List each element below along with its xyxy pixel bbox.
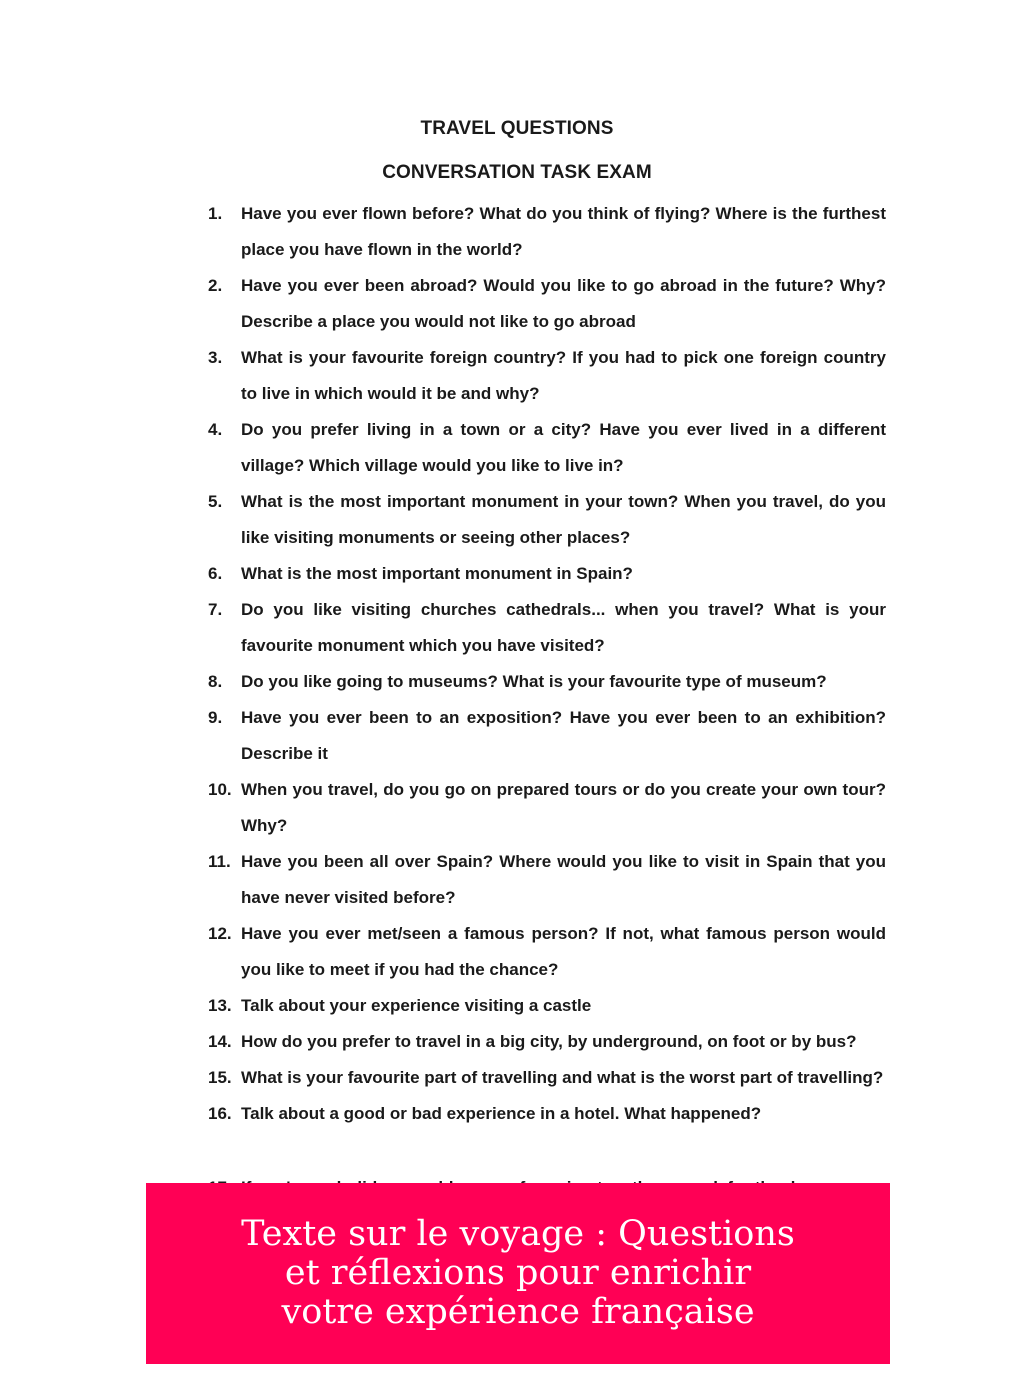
questions-list xyxy=(208,196,886,1132)
question-number: 2. xyxy=(208,276,223,295)
question-item xyxy=(208,484,886,556)
question-text: Talk about a good or bad experience in a hotel. What happened? xyxy=(241,1104,762,1123)
question-number: 10. xyxy=(208,780,232,799)
question-text: Have you ever flown before? What do you think of flying? Where is the furthest place you have flown in the world? xyxy=(241,204,886,259)
question-text: Have you ever met/seen a famous person? If not, what famous person would you like to meet if you had the chance? xyxy=(241,924,886,979)
question-text: Do you like visiting churches cathedrals... when you travel? What is your favourite monument which you have visited? xyxy=(241,600,886,655)
question-number: 4. xyxy=(208,420,223,439)
question-item xyxy=(208,772,886,844)
question-text: Have you been all over Spain? Where would you like to visit in Spain that you have never visited before? xyxy=(241,852,886,907)
question-number: 6. xyxy=(208,564,223,583)
question-text: When you travel, do you go on prepared tours or do you create your own tour? Why? xyxy=(241,780,886,835)
question-number: 11. xyxy=(208,852,231,871)
question-number: 16. xyxy=(208,1104,232,1123)
question-item xyxy=(208,1096,886,1132)
question-number: 3. xyxy=(208,348,223,367)
question-item xyxy=(208,556,886,592)
question-text: What is the most important monument in Spain? xyxy=(241,564,633,583)
question-text: What is your favourite part of travelling and what is the worst part of travelling? xyxy=(241,1068,884,1087)
question-text: What is your favourite foreign country? If you had to pick one foreign country to live in which would it be and why? xyxy=(241,348,886,403)
question-item xyxy=(208,844,886,916)
question-item xyxy=(208,988,886,1024)
question-number: 5. xyxy=(208,492,223,511)
question-text: Talk about your experience visiting a castle xyxy=(241,996,592,1015)
question-text: Do you like going to museums? What is your favourite type of museum? xyxy=(241,672,827,691)
question-text: What is the most important monument in your town? When you travel, do you like visiting monuments or seeing other places? xyxy=(241,492,886,547)
question-item xyxy=(208,196,886,268)
question-item xyxy=(208,1060,886,1096)
question-item xyxy=(208,1024,886,1060)
question-number: 9. xyxy=(208,708,223,727)
question-item xyxy=(208,412,886,484)
question-number: 15. xyxy=(208,1068,232,1087)
title-banner xyxy=(146,1183,890,1364)
question-text: How do you prefer to travel in a big city, by underground, on foot or by bus? xyxy=(241,1032,857,1051)
banner-title: Texte sur le voyage : Questions et réflexions pour enrichir votre expérience française xyxy=(241,1214,795,1332)
question-number: 7. xyxy=(208,600,223,619)
question-item xyxy=(208,700,886,772)
question-item xyxy=(208,916,886,988)
document-title: TRAVEL QUESTIONS xyxy=(420,118,614,139)
document-subtitle: CONVERSATION TASK EXAM xyxy=(382,162,652,183)
partial-question-item xyxy=(208,1170,886,1184)
question-item xyxy=(208,592,886,664)
question-number: 13. xyxy=(208,996,232,1015)
question-text: Have you ever been abroad? Would you like to go abroad in the future? Why? Describe a place you would not like to go abroad xyxy=(241,276,886,331)
question-item xyxy=(208,664,886,700)
question-number: 12. xyxy=(208,924,232,943)
question-number: 8. xyxy=(208,672,223,691)
question-text: Do you prefer living in a town or a city? Have you ever lived in a different village? Which village would you like to live in? xyxy=(241,420,886,475)
question-item xyxy=(208,340,886,412)
question-item xyxy=(208,268,886,340)
question-number: 14. xyxy=(208,1032,232,1051)
question-number: 1. xyxy=(208,204,223,223)
question-text: Have you ever been to an exposition? Have you ever been to an exhibition? Describe it xyxy=(241,708,886,763)
